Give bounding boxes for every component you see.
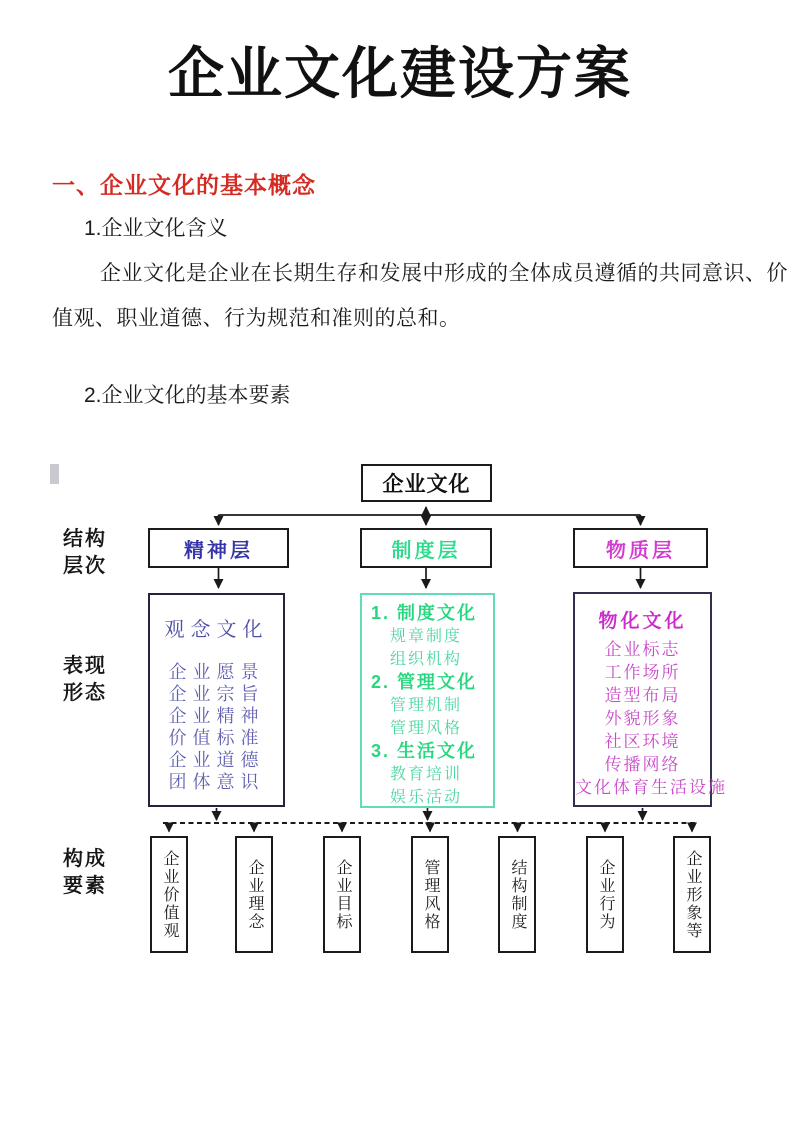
element-box-values: [150, 836, 188, 953]
concept-item: 企业精神: [168, 706, 265, 726]
system-box-line: 管理机制: [390, 697, 463, 714]
element-label: 企业理念: [246, 858, 263, 931]
paragraph-line-2: 值观、职业道德、行为规范和准则的总和。: [52, 307, 461, 330]
material-item: 造型布局: [604, 686, 681, 705]
element-label: 企业价值观: [161, 849, 178, 940]
element-box-goals: [323, 836, 361, 953]
row-label-composition: [63, 846, 107, 900]
material-item: 企业标志: [604, 640, 681, 659]
material-item: 外貌形象: [604, 709, 681, 728]
material-item: 工作场所: [604, 663, 681, 682]
row-label-expression-line1: 表现: [63, 655, 107, 677]
concept-item: 企业宗旨: [168, 684, 265, 704]
page-title: 企业文化建设方案: [168, 42, 632, 105]
layer-box-spirit: [148, 528, 289, 568]
element-label: 企业目标: [334, 858, 351, 931]
root-node-box: [361, 464, 492, 502]
material-item: 社区环境: [604, 732, 681, 751]
material-culture-box: [573, 592, 727, 807]
element-box-structure-system: [498, 836, 536, 953]
row-label-structure-line1: 结构: [63, 528, 107, 550]
system-box-line: 管理风格: [390, 720, 463, 737]
section-heading: 一、企业文化的基本概念: [52, 172, 316, 198]
system-box-line: 2. 管理文化: [371, 672, 478, 692]
material-box-title: 物化文化: [598, 611, 687, 632]
paragraph-line-1: 企业文化是企业在长期生存和发展中形成的全体成员遵循的共同意识、价: [100, 262, 788, 285]
sub-item-1: 1.企业文化含义: [84, 217, 228, 240]
element-box-image: [673, 836, 711, 953]
root-node-label: 企业文化: [382, 473, 471, 496]
element-box-behavior: [586, 836, 624, 953]
system-box-line: 娱乐活动: [390, 789, 463, 806]
concept-box-title: 观念文化: [164, 619, 269, 641]
concept-item: 团体意识: [168, 772, 265, 792]
element-box-management-style: [411, 836, 449, 953]
row-label-structure-line2: 层次: [63, 555, 107, 577]
layer-box-material: [573, 528, 708, 568]
row-label-expression-line2: 形态: [63, 682, 107, 704]
layer-label-system: 制度层: [391, 539, 461, 562]
element-label: 企业形象等: [684, 849, 701, 940]
system-box-line: 教育培训: [390, 766, 463, 783]
concept-item: 价值标准: [168, 728, 265, 748]
row-label-composition-line2: 要素: [63, 875, 107, 897]
material-item: 传播网络: [604, 755, 681, 774]
element-label: 管理风格: [422, 858, 439, 931]
material-item: 文化体育生活设施: [575, 778, 727, 797]
system-box-line: 组织机构: [390, 651, 463, 668]
system-box-line: 1. 制度文化: [371, 603, 478, 623]
culture-structure-diagram: [45, 455, 800, 985]
concept-item: 企业愿景: [168, 662, 265, 682]
row-label-structure: [63, 526, 107, 580]
layer-label-spirit: 精神层: [184, 539, 253, 562]
system-box-line: 3. 生活文化: [371, 741, 478, 761]
element-box-philosophy: [235, 836, 273, 953]
sub-item-2: 2.企业文化的基本要素: [84, 384, 291, 407]
row-label-composition-line1: 构成: [63, 848, 107, 870]
concept-box-items: [150, 661, 283, 793]
system-box-line: 规章制度: [390, 628, 463, 645]
element-label: 结构制度: [509, 858, 526, 931]
row-label-expression: [63, 653, 107, 707]
concept-item: 企业道德: [168, 750, 265, 770]
system-culture-box: [360, 593, 495, 808]
layer-box-system: [360, 528, 492, 568]
layer-label-material: 物质层: [606, 539, 675, 562]
concept-culture-box: [148, 593, 285, 807]
element-label: 企业行为: [597, 858, 614, 931]
